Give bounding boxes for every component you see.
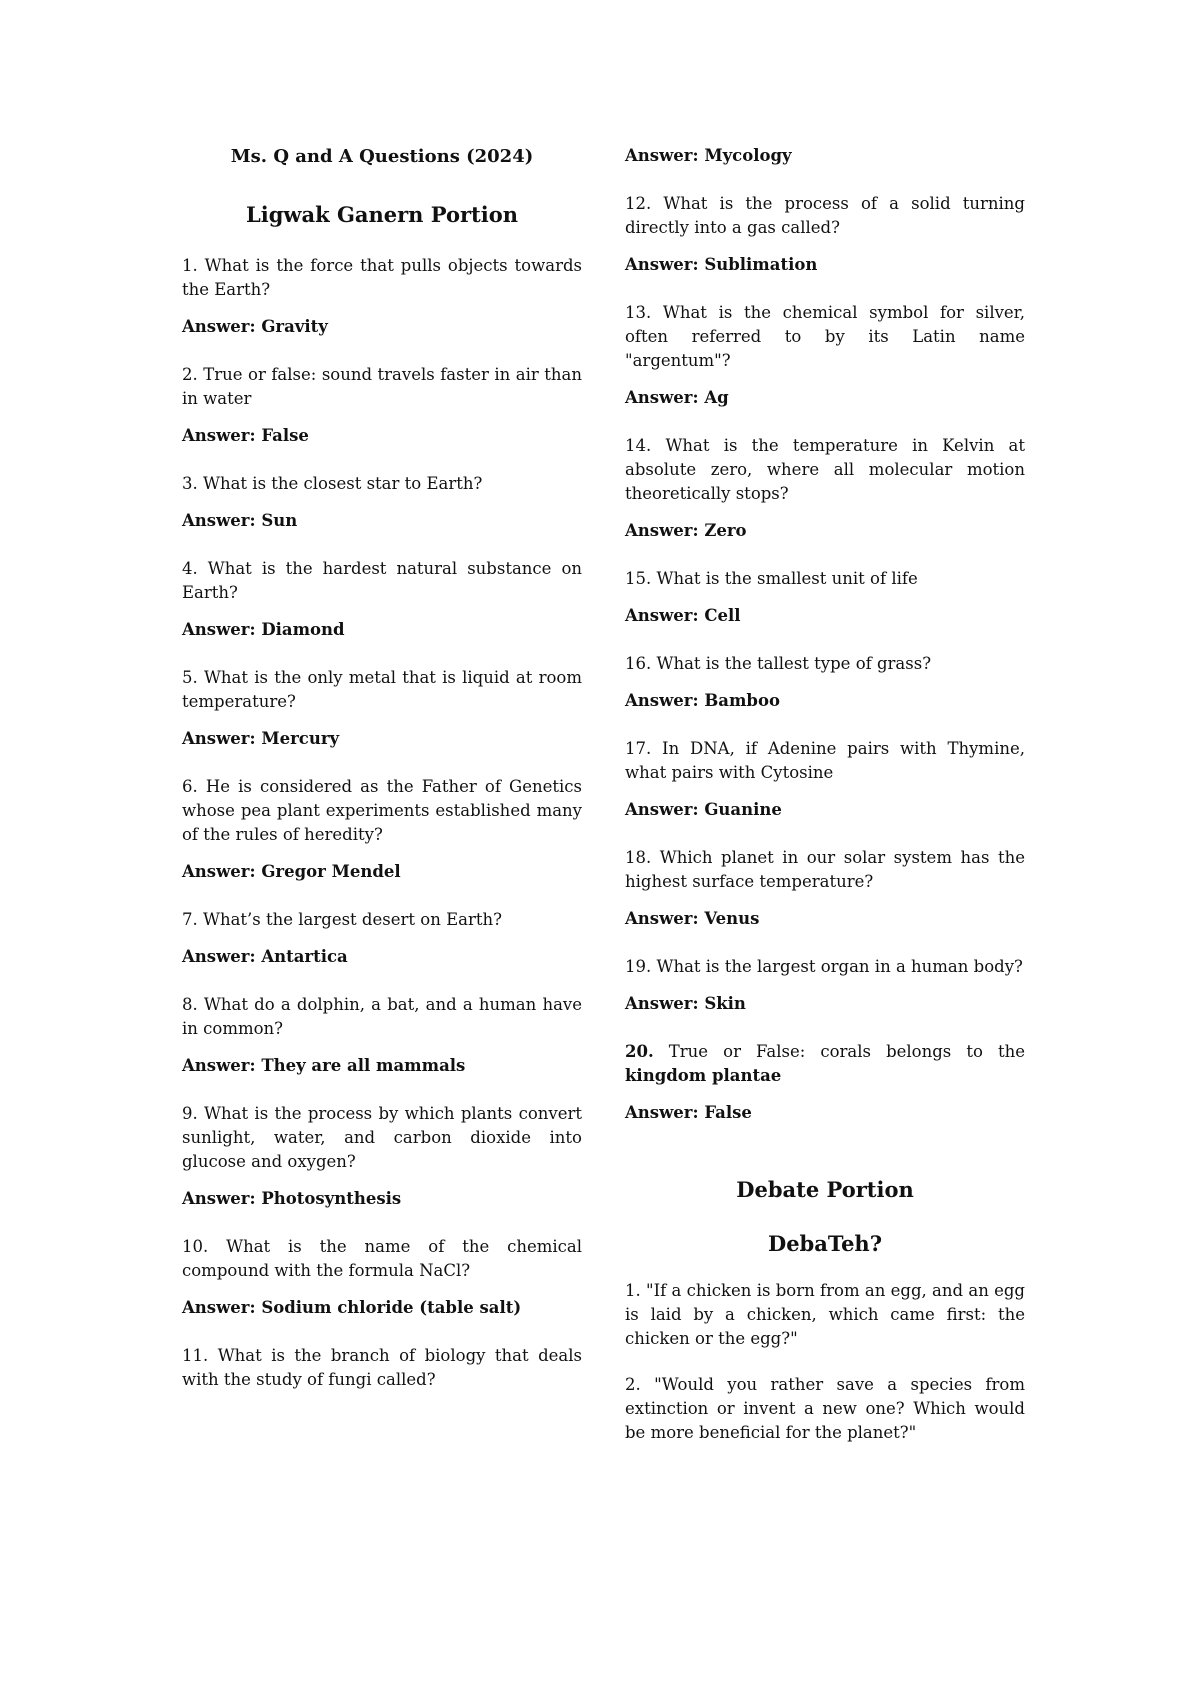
debate-subheading: DebaTeh? xyxy=(767,1231,882,1256)
answer-10: Answer: Sodium chloride (table salt) xyxy=(182,1298,522,1317)
answer-17: Answer: Guanine xyxy=(625,800,782,819)
question-9: 9. What is the process by which plants convert sunlight, water, and carbon dioxide into glucose and oxygen? xyxy=(182,1104,582,1171)
answer-1: Answer: Gravity xyxy=(182,317,328,336)
question-3: 3. What is the closest star to Earth? xyxy=(182,474,483,493)
answer-16: Answer: Bamboo xyxy=(625,691,780,710)
question-20-text: True or False: corals belongs to the xyxy=(653,1042,1025,1061)
answer-9: Answer: Photosynthesis xyxy=(182,1189,402,1208)
debate-question-2: 2. "Would you rather save a species from extinction or invent a new one? Which would be more beneficial for the planet?" xyxy=(625,1375,1025,1442)
answer-15: Answer: Cell xyxy=(625,606,741,625)
debate-question-1: 1. "If a chicken is born from an egg, and an egg is laid by a chicken, which came first: the chicken or the egg?" xyxy=(625,1281,1025,1348)
question-4: 4. What is the hardest natural substance on Earth? xyxy=(182,559,582,602)
question-10: 10. What is the name of the chemical compound with the formula NaCl? xyxy=(182,1237,582,1280)
answer-8: Answer: They are all mammals xyxy=(182,1056,466,1075)
question-11: 11. What is the branch of biology that deals with the study of fungi called? xyxy=(182,1346,582,1389)
answer-19: Answer: Skin xyxy=(625,994,746,1013)
answer-13: Answer: Ag xyxy=(625,388,729,407)
question-20-number: 20. xyxy=(625,1042,654,1061)
right-column xyxy=(625,144,1025,1467)
answer-14: Answer: Zero xyxy=(625,521,747,540)
question-12: 12. What is the process of a solid turning directly into a gas called? xyxy=(625,194,1025,237)
answer-11: Answer: Mycology xyxy=(625,146,792,165)
answer-2: Answer: False xyxy=(182,426,309,445)
question-20 xyxy=(625,1040,1025,1088)
question-17: 17. In DNA, if Adenine pairs with Thymine, what pairs with Cytosine xyxy=(625,739,1025,782)
question-2: 2. True or false: sound travels faster in air than in water xyxy=(182,365,582,408)
left-column xyxy=(182,144,582,1405)
answer-7: Answer: Antartica xyxy=(182,947,348,966)
spacer xyxy=(625,1149,1025,1175)
debate-heading: Debate Portion xyxy=(736,1177,914,1202)
question-15: 15. What is the smallest unit of life xyxy=(625,569,918,588)
question-6: 6. He is considered as the Father of Genetics whose pea plant experiments established many of the rules of heredity? xyxy=(182,777,582,844)
question-20-bold-tail: kingdom plantae xyxy=(625,1066,782,1085)
answer-4: Answer: Diamond xyxy=(182,620,345,639)
ligwak-heading: Ligwak Ganern Portion xyxy=(245,202,519,227)
answer-3: Answer: Sun xyxy=(182,511,298,530)
document-title: Ms. Q and A Questions (2024) xyxy=(230,146,534,167)
question-19: 19. What is the largest organ in a human body? xyxy=(625,957,1023,976)
answer-18: Answer: Venus xyxy=(625,909,760,928)
question-5: 5. What is the only metal that is liquid at room temperature? xyxy=(182,668,582,711)
answer-20: Answer: False xyxy=(625,1103,752,1122)
question-16: 16. What is the tallest type of grass? xyxy=(625,654,932,673)
answer-6: Answer: Gregor Mendel xyxy=(182,862,401,881)
question-1: 1. What is the force that pulls objects towards the Earth? xyxy=(182,256,582,299)
question-7: 7. What’s the largest desert on Earth? xyxy=(182,910,502,929)
question-13: 13. What is the chemical symbol for silver, often referred to by its Latin name "argentum"? xyxy=(625,303,1025,370)
answer-5: Answer: Mercury xyxy=(182,729,340,748)
question-8: 8. What do a dolphin, a bat, and a human have in common? xyxy=(182,995,582,1038)
question-18: 18. Which planet in our solar system has the highest surface temperature? xyxy=(625,848,1025,891)
question-14: 14. What is the temperature in Kelvin at absolute zero, where all molecular motion theoretically stops? xyxy=(625,436,1025,503)
answer-12: Answer: Sublimation xyxy=(625,255,818,274)
